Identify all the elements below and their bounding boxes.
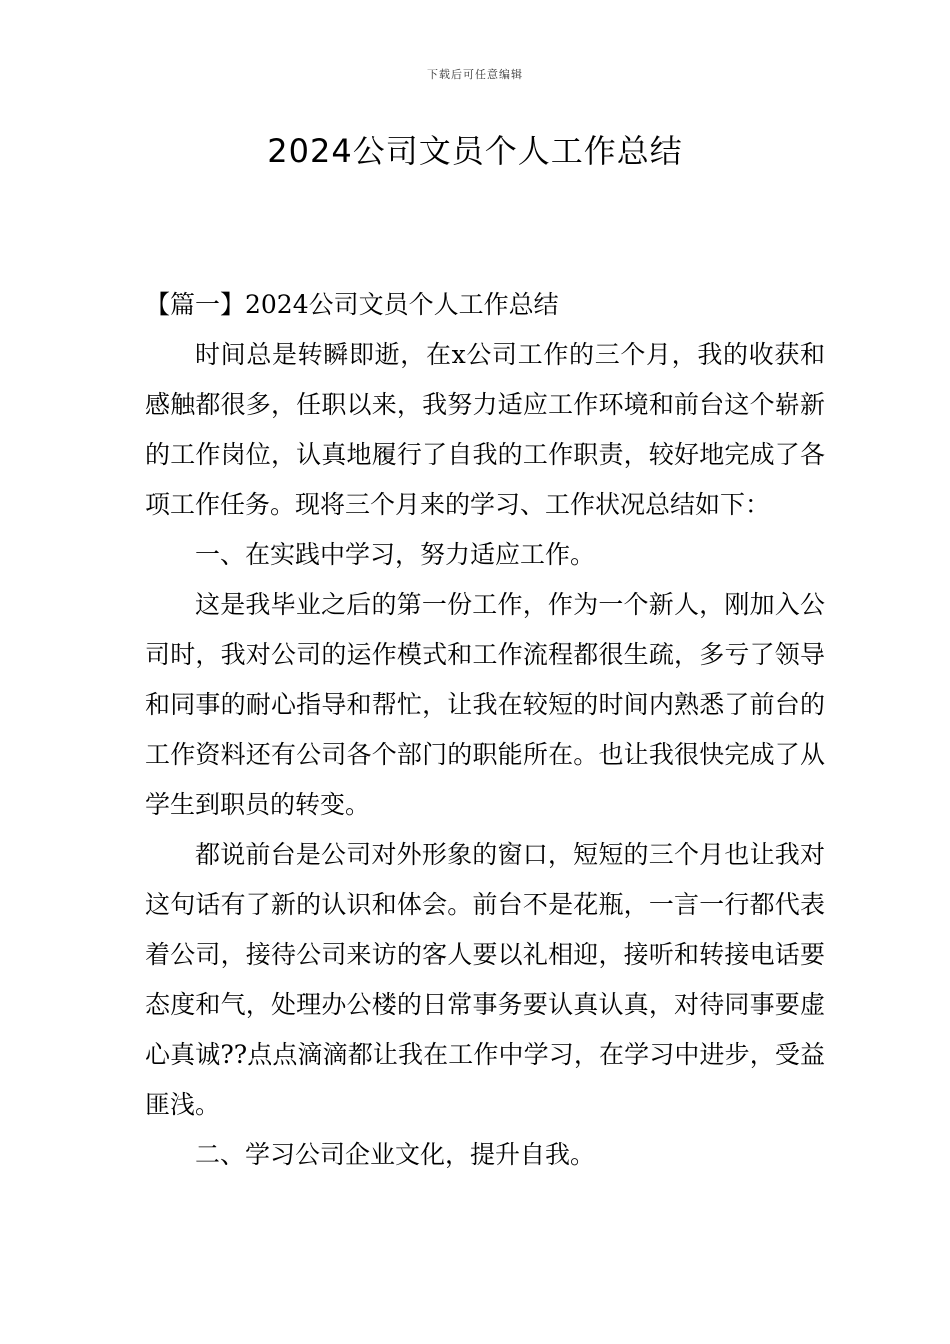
paragraph-intro: 时间总是转瞬即逝，在x公司工作的三个月，我的收获和感触都很多，任职以来，我努力适应工作环境和前台这个崭新的工作岗位，认真地履行了自我的工作职责，较好地完成了各项工作任务。现将三个月来的学习、工作状况总结如下： (145, 340, 825, 519)
document-body (145, 280, 825, 1180)
paragraph-heading-one: 一、在实践中学习，努力适应工作。 (195, 540, 596, 569)
paragraph-first-job: 这是我毕业之后的第一份工作，作为一个新人，刚加入公司时，我对公司的运作模式和工作流程都很生疏，多亏了领导和同事的耐心指导和帮忙，让我在较短的时间内熟悉了前台的工作资料还有公司各个部门的职能所在。也让我很快完成了从学生到职员的转变。 (145, 590, 825, 819)
paragraph-heading-two: 二、学习公司企业文化，提升自我。 (195, 1140, 596, 1169)
header-note: 下载后可任意编辑 (427, 68, 523, 81)
section-heading: 【篇一】2024公司文员个人工作总结 (145, 290, 559, 319)
paragraph-front-desk: 都说前台是公司对外形象的窗口，短短的三个月也让我对这句话有了新的认识和体会。前台不是花瓶，一言一行都代表着公司，接待公司来访的客人要以礼相迎，接听和转接电话要态度和气，处理办公楼的日常事务要认真认真，对待同事要虚心真诚??点点滴滴都让我在工作中学习，在学习中进步，受益匪浅。 (145, 840, 825, 1119)
document-title: 2024公司文员个人工作总结 (267, 132, 683, 170)
